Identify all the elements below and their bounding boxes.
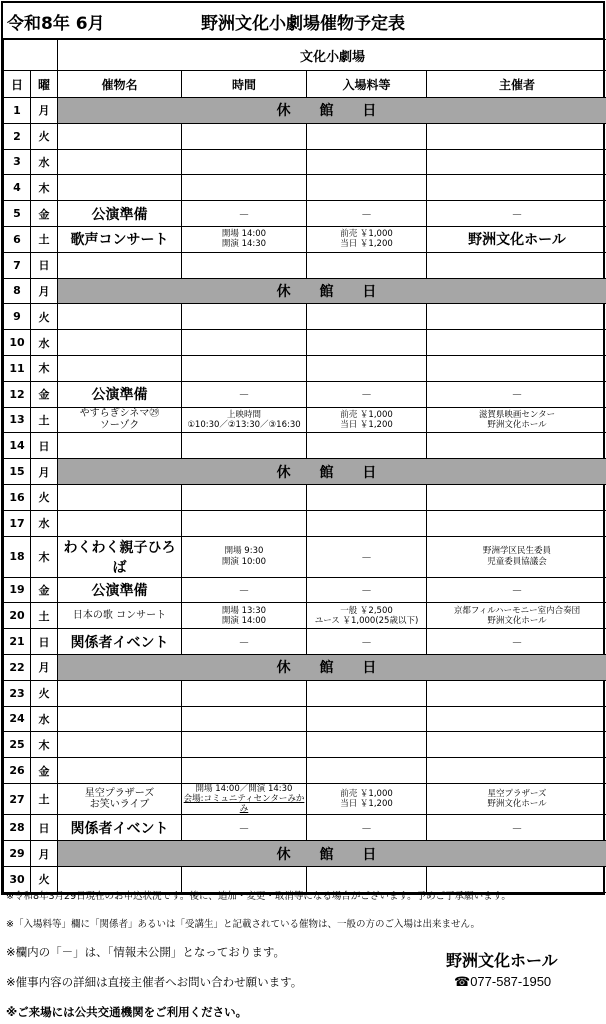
table-row [4, 201, 606, 227]
event-time [182, 680, 307, 706]
weekday: 月 [31, 654, 58, 680]
weekday: 土 [31, 226, 58, 252]
event-organizer [427, 758, 606, 784]
col-event: 催物名 [58, 71, 182, 98]
weekday: 木 [31, 175, 58, 201]
event-time-line: 開場 14:00／開演 14:30 [195, 783, 293, 794]
weekday: 金 [31, 758, 58, 784]
day-number: 17 [4, 510, 31, 536]
weekday: 土 [31, 783, 58, 815]
event-fee: － [307, 577, 427, 603]
weekday: 日 [31, 815, 58, 841]
event-time: － [182, 381, 307, 407]
weekday: 水 [31, 510, 58, 536]
weekday: 土 [31, 407, 58, 433]
period-label: 令和8年 6月 [7, 14, 105, 34]
day-number: 5 [4, 201, 31, 227]
sheet-header [3, 3, 603, 39]
event-organizer: － [427, 629, 606, 655]
table-row [4, 98, 606, 124]
closed-day: 休 館 日 [58, 459, 606, 485]
event-organizer [427, 433, 606, 459]
table-row [4, 654, 606, 680]
weekday: 日 [31, 629, 58, 655]
event-time: 開場 14:00 開演 14:30 [182, 226, 307, 252]
event-fee: － [307, 815, 427, 841]
event-fee [307, 123, 427, 149]
table-row [4, 381, 606, 407]
weekday: 水 [31, 330, 58, 356]
weekday: 火 [31, 304, 58, 330]
event-organizer [427, 252, 606, 278]
event-organizer [427, 484, 606, 510]
weekday: 土 [31, 603, 58, 629]
day-number: 21 [4, 629, 31, 655]
event-time [182, 330, 307, 356]
event-time [182, 510, 307, 536]
weekday: 金 [31, 201, 58, 227]
weekday: 日 [31, 252, 58, 278]
event-fee [307, 706, 427, 732]
event-organizer [427, 304, 606, 330]
day-number: 26 [4, 758, 31, 784]
event-name [58, 149, 182, 175]
event-fee [307, 484, 427, 510]
event-time [182, 732, 307, 758]
weekday: 火 [31, 680, 58, 706]
day-number: 15 [4, 459, 31, 485]
event-time [182, 355, 307, 381]
table-row [4, 149, 606, 175]
event-fee: 一般 ￥2,500 ユース ￥1,000(25歳以下) [307, 603, 427, 629]
col-day: 日 [4, 71, 31, 98]
event-name: 公演準備 [58, 381, 182, 407]
venue-name: 文化小劇場 [58, 40, 606, 71]
weekday: 木 [31, 732, 58, 758]
table-row [4, 304, 606, 330]
note-3: ※欄内の「－」は、「情報未公開」となっております。 [6, 945, 285, 959]
hall-name: 野洲文化ホール [446, 951, 558, 970]
event-name [58, 732, 182, 758]
table-row [4, 355, 606, 381]
col-organizer: 主催者 [427, 71, 606, 98]
event-fee [307, 433, 427, 459]
event-time: 開場 9:30 開演 10:00 [182, 536, 307, 577]
day-number: 22 [4, 654, 31, 680]
event-time [182, 175, 307, 201]
event-time [182, 706, 307, 732]
weekday: 火 [31, 867, 58, 893]
event-organizer [427, 330, 606, 356]
event-organizer [427, 149, 606, 175]
event-organizer: 星空プラザーズ 野洲文化ホール [427, 783, 606, 815]
day-number: 3 [4, 149, 31, 175]
closed-day: 休 館 日 [58, 278, 606, 304]
closed-day: 休 館 日 [58, 98, 606, 124]
day-number: 1 [4, 98, 31, 124]
event-time [182, 484, 307, 510]
event-organizer [427, 123, 606, 149]
venue-corner [4, 40, 58, 71]
weekday: 月 [31, 98, 58, 124]
weekday: 金 [31, 577, 58, 603]
event-fee: － [307, 381, 427, 407]
day-number: 6 [4, 226, 31, 252]
col-time: 時間 [182, 71, 307, 98]
table-row [4, 603, 606, 629]
weekday: 月 [31, 841, 58, 867]
day-number: 7 [4, 252, 31, 278]
table-row [4, 536, 606, 577]
event-fee [307, 510, 427, 536]
event-organizer [427, 175, 606, 201]
table-row [4, 510, 606, 536]
note-1: ※令和8年3月29日現在のお申込状況です。後に、追加・変更・取消等になる場合がございます。予めご了承願います。 [6, 891, 511, 902]
event-organizer: － [427, 815, 606, 841]
page-title: 野洲文化小劇場催物予定表 [201, 14, 405, 34]
table-row [4, 732, 606, 758]
event-organizer [427, 355, 606, 381]
event-time: － [182, 577, 307, 603]
event-name: 公演準備 [58, 577, 182, 603]
event-time [182, 433, 307, 459]
table-row [4, 433, 606, 459]
day-number: 28 [4, 815, 31, 841]
day-number: 2 [4, 123, 31, 149]
event-fee [307, 758, 427, 784]
event-name: 星空プラザーズ お笑いライブ [58, 783, 182, 815]
table-row [4, 123, 606, 149]
day-number: 14 [4, 433, 31, 459]
event-name: やすらぎシネマ㉙ ソーゾク [58, 407, 182, 433]
day-number: 10 [4, 330, 31, 356]
event-fee: 前売 ￥1,000 当日 ￥1,200 [307, 407, 427, 433]
day-number: 13 [4, 407, 31, 433]
table-row [4, 484, 606, 510]
event-fee: － [307, 201, 427, 227]
table-row [4, 758, 606, 784]
weekday: 水 [31, 149, 58, 175]
table-row [4, 815, 606, 841]
event-name [58, 484, 182, 510]
table-row [4, 330, 606, 356]
weekday: 木 [31, 355, 58, 381]
event-venue-line: 会場:コミュニティセンターみかみ [183, 794, 305, 815]
event-organizer: 京都フィルハーモニー室内合奏団 野洲文化ホール [427, 603, 606, 629]
day-number: 16 [4, 484, 31, 510]
event-time [182, 149, 307, 175]
table-row [4, 577, 606, 603]
event-name [58, 252, 182, 278]
table-row [4, 841, 606, 867]
table-row [4, 629, 606, 655]
event-organizer: － [427, 381, 606, 407]
closed-day: 休 館 日 [58, 654, 606, 680]
event-fee: 前売 ￥1,000 当日 ￥1,200 [307, 783, 427, 815]
day-number: 8 [4, 278, 31, 304]
schedule-sheet [1, 1, 605, 895]
event-name [58, 304, 182, 330]
note-4: ※催事内容の詳細は直接主催者へお問い合わせ願います。 [6, 975, 303, 989]
col-fee: 入場料等 [307, 71, 427, 98]
event-time: 開場 13:30 開演 14:00 [182, 603, 307, 629]
event-fee: － [307, 536, 427, 577]
day-number: 9 [4, 304, 31, 330]
event-fee: 前売 ￥1,000 当日 ￥1,200 [307, 226, 427, 252]
weekday: 水 [31, 706, 58, 732]
weekday: 日 [31, 433, 58, 459]
event-time: － [182, 629, 307, 655]
event-name [58, 680, 182, 706]
weekday: 月 [31, 459, 58, 485]
event-name [58, 123, 182, 149]
weekday: 金 [31, 381, 58, 407]
day-number: 19 [4, 577, 31, 603]
schedule-table [3, 39, 606, 893]
event-name: 関係者イベント [58, 629, 182, 655]
event-fee [307, 304, 427, 330]
day-number: 27 [4, 783, 31, 815]
table-row [4, 783, 606, 815]
note-5: ※ご来場には公共交通機関をご利用ください。 [6, 1005, 248, 1019]
event-fee: － [307, 629, 427, 655]
event-time [182, 304, 307, 330]
event-organizer: － [427, 201, 606, 227]
event-time: 上映時間 ①10:30／②13:30／③16:30 [182, 407, 307, 433]
event-name [58, 758, 182, 784]
event-fee [307, 175, 427, 201]
event-fee [307, 680, 427, 706]
table-row [4, 175, 606, 201]
event-organizer [427, 706, 606, 732]
weekday: 月 [31, 278, 58, 304]
table-row [4, 226, 606, 252]
event-time: － [182, 201, 307, 227]
day-number: 12 [4, 381, 31, 407]
event-fee [307, 355, 427, 381]
event-name: 関係者イベント [58, 815, 182, 841]
day-number: 25 [4, 732, 31, 758]
event-name: 歌声コンサート [58, 226, 182, 252]
event-name [58, 510, 182, 536]
table-row [4, 407, 606, 433]
event-time [182, 123, 307, 149]
day-number: 29 [4, 841, 31, 867]
day-number: 24 [4, 706, 31, 732]
day-number: 4 [4, 175, 31, 201]
event-organizer: 滋賀県映画センター 野洲文化ホール [427, 407, 606, 433]
weekday: 火 [31, 123, 58, 149]
event-fee [307, 149, 427, 175]
event-organizer [427, 680, 606, 706]
day-number: 20 [4, 603, 31, 629]
event-time [182, 758, 307, 784]
table-row [4, 252, 606, 278]
event-name [58, 706, 182, 732]
event-time [182, 783, 307, 815]
event-time [182, 252, 307, 278]
event-time: － [182, 815, 307, 841]
event-fee [307, 732, 427, 758]
event-organizer [427, 732, 606, 758]
event-organizer: 野洲学区民生委員 児童委員協議会 [427, 536, 606, 577]
day-number: 11 [4, 355, 31, 381]
table-row [4, 680, 606, 706]
event-organizer [427, 510, 606, 536]
event-name [58, 175, 182, 201]
table-row [4, 706, 606, 732]
table-row [4, 278, 606, 304]
event-name [58, 355, 182, 381]
event-name: わくわく親子ひろば [58, 536, 182, 577]
day-number: 23 [4, 680, 31, 706]
day-number: 30 [4, 867, 31, 893]
event-organizer: － [427, 577, 606, 603]
event-name: 公演準備 [58, 201, 182, 227]
day-number: 18 [4, 536, 31, 577]
event-name [58, 330, 182, 356]
event-name [58, 433, 182, 459]
table-row [4, 459, 606, 485]
event-fee [307, 330, 427, 356]
phone-number: ☎077-587-1950 [454, 974, 552, 989]
weekday: 火 [31, 484, 58, 510]
col-weekday: 曜 [31, 71, 58, 98]
note-2: ※「入場料等」欄に「関係者」あるいは「受講生」と記載されている催物は、一般の方のご入場は出来ません。 [6, 919, 481, 930]
event-name: 日本の歌 コンサート [58, 603, 182, 629]
event-organizer: 野洲文化ホール [427, 226, 606, 252]
event-fee [307, 252, 427, 278]
closed-day: 休 館 日 [58, 841, 606, 867]
weekday: 木 [31, 536, 58, 577]
